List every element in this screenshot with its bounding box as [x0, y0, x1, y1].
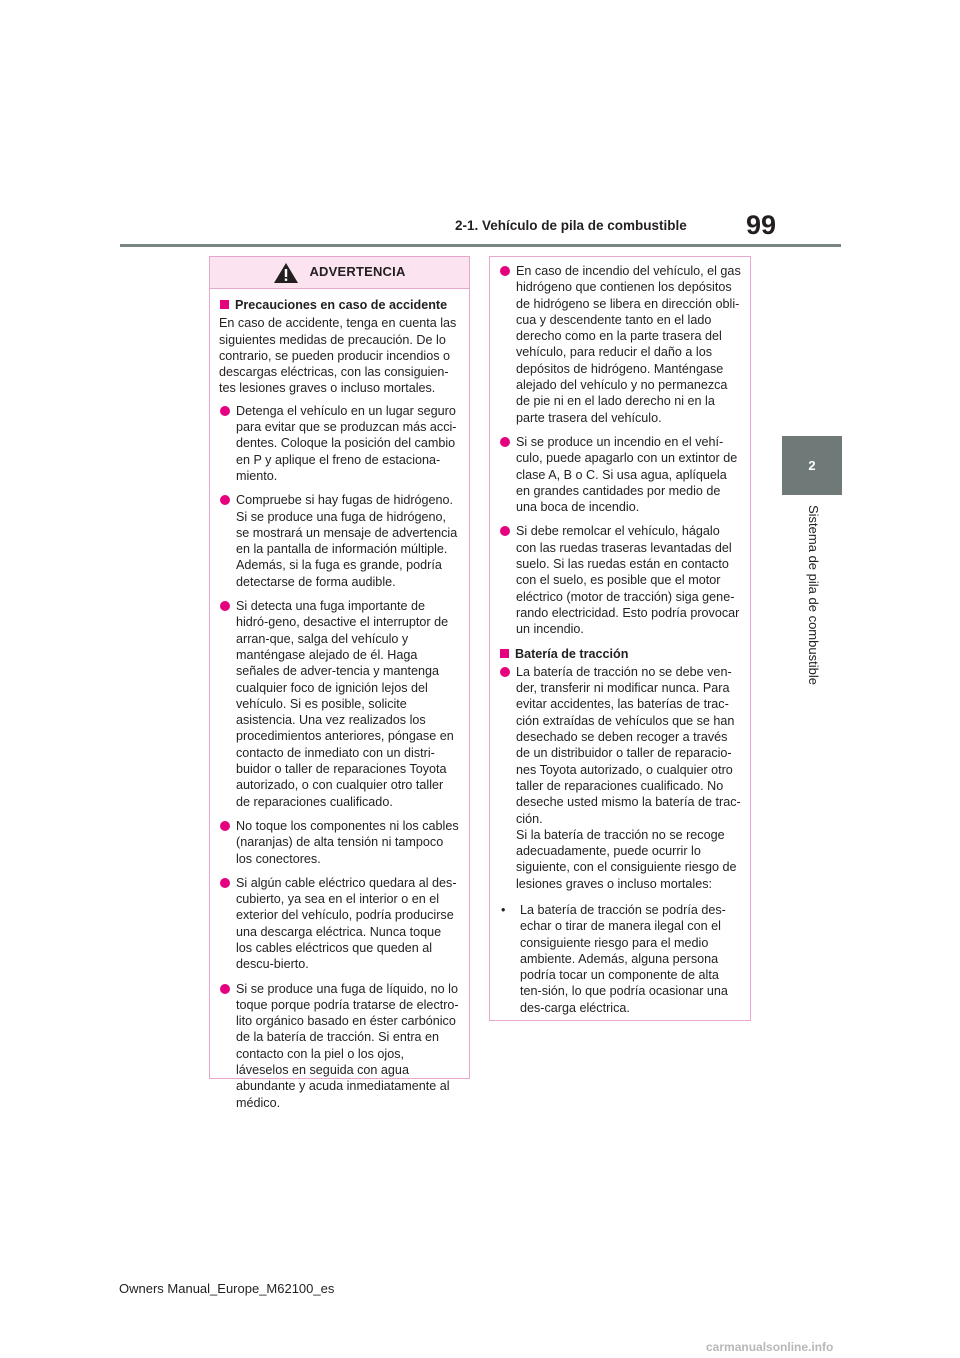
page-number: 99 [746, 210, 777, 240]
watermark: carmanualsonline.info [706, 1340, 834, 1354]
circle-bullet-icon [220, 821, 230, 831]
section-heading-text: Batería de tracción [515, 646, 629, 661]
list-item-text: Si se produce un incendio en el vehí-culo, puede apagarlo con un extintor de clase A, B o C. Si usa agua, aplíquela en grandes cantidades por medio de una boca de incendio. [516, 434, 738, 515]
list-item-text: Si debe remolcar el vehículo, hágalo con las ruedas traseras levantadas del suelo. Si las ruedas están en contacto con el suelo, es posible que el motor eléctrico (motor de tracción) siga gene-rando electricidad. Esto podría provocar un incendio. [516, 524, 740, 637]
warning-header [210, 257, 469, 289]
chapter-label: Sistema de pila de combustible [806, 505, 821, 685]
intro-paragraph: En caso de accidente, tenga en cuenta las siguientes medidas de precaución. De lo contrario, se pueden producir incendios o descargas eléctricas, con las consiguien-tes lesiones graves o incluso mortales. [219, 316, 457, 396]
list-item [219, 403, 460, 484]
list-item [499, 263, 741, 426]
list-item-text: Compruebe si hay fugas de hidrógeno. Si se produce una fuga de hidrógeno, se mostrará un mensaje de advertencia en la pantalla de información múltiple. Además, si la fuga es grande, podría detectarse de forma audible. [236, 493, 458, 589]
square-bullet-icon [500, 649, 509, 658]
list-item-text: En caso de incendio del vehículo, el gas hidrógeno que contienen los depósitos de hidrógeno se libera en dirección obli-cua y descendente tanto en el lado derecho como en la parte trasera del vehículo, para reducir el daño a los depósitos de hidrógeno. Manténgase alejado del vehículo y no permanezca de pie ni en el lado derecho ni en la parte trasera del vehículo. [516, 264, 741, 425]
section-heading [499, 646, 741, 662]
warning-title: ADVERTENCIA [309, 264, 406, 280]
footer-manual-name: Owners Manual_Europe_M62100_es [119, 1281, 335, 1296]
circle-bullet-icon [500, 266, 510, 276]
list-item-text: Si algún cable eléctrico quedara al des-cubierto, ya sea en el interior o en el exterior del vehículo, podría producirse una descarga eléctrica. Nunca toque los cables eléctricos que queden al descu-bierto. [236, 875, 457, 972]
list-item [499, 434, 741, 515]
circle-bullet-icon [500, 526, 510, 536]
list-item [219, 818, 460, 867]
sub-list-item-text: La batería de tracción se podría des-echar o tirar de manera ilegal con el consiguiente riesgo para el medio ambiente. Además, alguna persona podría tocar un componente de alta ten-sión, lo que podría ocasionar una des-carga eléctrica. [520, 902, 728, 1015]
list-item-text: Si detecta una fuga importante de hidró-geno, desactive el interruptor de arran-que, salga del vehículo y manténgase alejado de él. Haga señales de adver-tencia y mantenga cualquier foco de ignición lejos del vehículo. Si es posible, solicite asistencia. Una vez realizados los procedimientos anteriores, póngase en contacto de inmediato con un distri-buidor o taller de reparaciones Toyota autorizado, o con cualquier otro taller de reparaciones cualificado. [236, 599, 454, 809]
list-item-body [516, 664, 741, 892]
circle-bullet-icon [220, 984, 230, 994]
warning-box [209, 256, 470, 1110]
list-item-text: Si se produce una fuga de líquido, no lo toque porque podría tratarse de electro-lito orgánico basado en éster carbónico de la batería de tracción. Si entra en contacto con la piel o los ojos, láveselos en seguida con agua abundante y acuda inmediatamente al médico. [236, 981, 459, 1110]
circle-bullet-icon [220, 495, 230, 505]
circle-bullet-icon [220, 406, 230, 416]
section-heading [219, 297, 460, 313]
list-item [219, 598, 460, 810]
warning-box-continued [489, 256, 751, 1021]
list-item-continuation: Si la batería de tracción no se recoge adecuadamente, puede ocurrir lo siguiente, con el consiguiente riesgo de lesiones graves o incluso mortales: [516, 827, 737, 891]
sub-bullet-mark: • [501, 902, 506, 917]
section-heading-text: Precauciones en caso de accidente [235, 298, 448, 312]
list-item [499, 664, 741, 892]
list-item [499, 523, 741, 637]
list-item [219, 875, 460, 973]
circle-bullet-icon [220, 878, 230, 888]
chapter-tab[interactable] [782, 436, 842, 495]
circle-bullet-icon [500, 437, 510, 447]
circle-bullet-icon [500, 667, 510, 677]
square-bullet-icon [220, 300, 229, 309]
section-title: 2-1. Vehículo de pila de combustible [455, 218, 687, 233]
list-item [219, 981, 460, 1111]
chapter-number: 2 [808, 458, 816, 473]
list-item [219, 492, 460, 590]
list-item-text: Detenga el vehículo en un lugar seguro para evitar que se produzcan más acci-dentes. Coloque la posición del cambio en P y aplique el freno de estaciona-miento. [236, 403, 457, 483]
warning-triangle-icon [273, 262, 299, 284]
list-item-text: La batería de tracción no se debe ven-der, transferir ni modificar nunca. Para evitar accidentes, las baterías de trac-ción extraídas de vehículos que se han desechado se deben recoger a través de un distribuidor o taller de reparacio-nes Toyota autorizado, o cualquier otro taller de reparaciones cualificado. No deseche usted mismo la batería de trac-ción. [516, 664, 741, 826]
header-rule [120, 244, 841, 247]
list-item-text: No toque los componentes ni los cables (naranjas) de alta tensión ni tampoco los conectores. [236, 818, 459, 866]
circle-bullet-icon [220, 601, 230, 611]
sub-list-item [499, 902, 741, 1016]
